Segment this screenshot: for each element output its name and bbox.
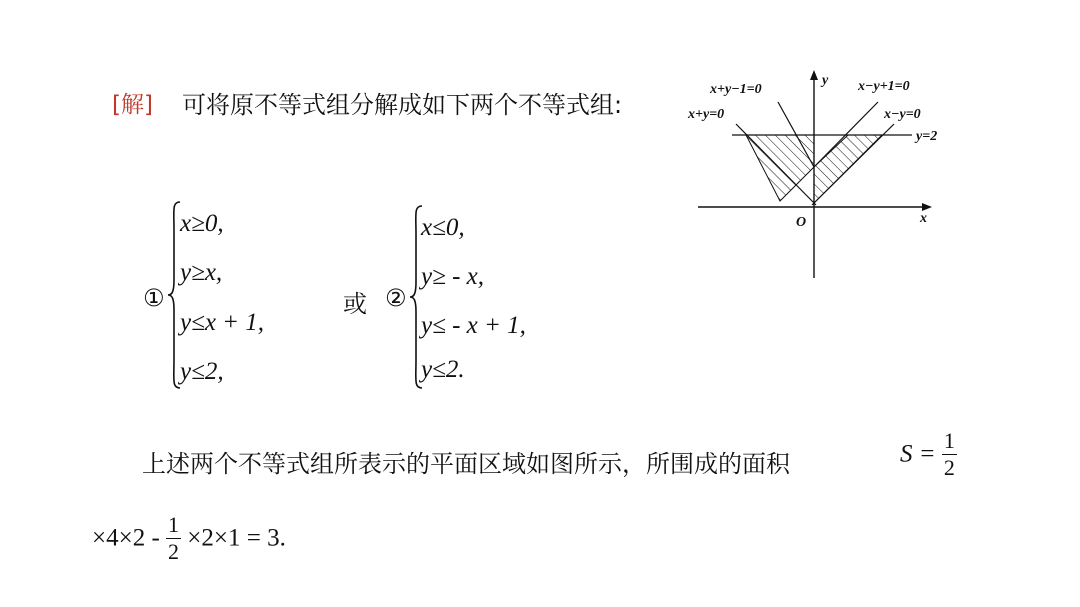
calc-end: ×2×1 = 3. <box>187 524 286 552</box>
label-x-plus-y-0: x+y=0 <box>688 107 725 122</box>
system2-marker: ② <box>385 284 407 312</box>
calc-start: ×4×2 - <box>92 524 160 552</box>
area-expression <box>900 430 957 479</box>
label-x-minus-y-0: x−y=0 <box>884 107 921 122</box>
conclusion-text: 上述两个不等式组所表示的平面区域如图所示，所围成的面积 <box>142 450 790 478</box>
label-x-minus-y-plus-1: x−y+1=0 <box>858 79 910 94</box>
y-axis-arrow <box>810 70 818 80</box>
x-axis-arrow <box>922 203 932 211</box>
label-x-plus-y-minus-1: x+y−1=0 <box>710 82 762 97</box>
intro-text: 可将原不等式组分解成如下两个不等式组: <box>182 91 623 119</box>
label-axis-y: y <box>822 73 829 88</box>
area-symbol: S = <box>900 440 936 468</box>
label-y-equals-2: y=2 <box>916 129 938 144</box>
system2-line4: y≤2. <box>421 356 465 383</box>
system1-line1: x≥0, <box>180 210 224 237</box>
label-axis-x: x <box>920 211 927 226</box>
system2-line2: y≥ - x, <box>421 263 484 290</box>
or-word: 或 <box>343 290 367 318</box>
frac2-numerator: 1 <box>168 512 180 537</box>
region-graph <box>680 60 970 285</box>
label-origin: O <box>796 215 807 230</box>
system2-line3: y≤ - x + 1, <box>421 312 526 339</box>
system1-marker: ① <box>143 284 165 312</box>
system1-line2: y≥x, <box>180 259 223 286</box>
frac2-denominator: 2 <box>168 539 180 564</box>
system2-line1: x≤0, <box>421 214 465 241</box>
area-calculation <box>92 514 286 563</box>
fraction-one-half-a <box>942 430 957 479</box>
system1-line4: y≤2, <box>180 358 224 385</box>
frac1-denominator: 2 <box>943 455 955 480</box>
frac1-numerator: 1 <box>943 428 955 453</box>
fraction-one-half-b <box>166 514 181 563</box>
system1-line3: y≤x + 1, <box>180 309 265 336</box>
solution-tag: [解] <box>112 92 153 118</box>
